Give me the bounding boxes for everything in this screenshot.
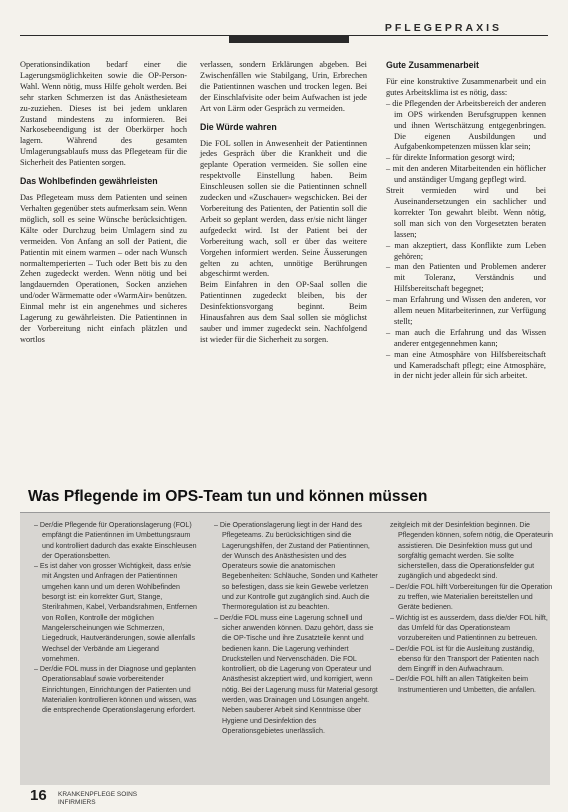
paragraph: Das Pflegeteam muss dem Patienten und seinen Verhalten gegenüber stets aufmerksam sein. Wenn möglich, soll es seine Wünsche berücksichtigen. Kälte oder Durchzug beim Umlagern sind zu vermeiden. Von Anfang an soll der Patient, die Patientin mit einem warmen – oder nach Wunsch normaltemperierten – Tuch oder Bett bis zu den Zehen zugedeckt werden. Wenn nötig und bei langdauernden Operationen, Socken anziehen und/oder Wärmematte oder «WarmAir» benützen. Einmal mehr ist ein angenehmes und sicheres Lagerung zu gewährleisten. Die Patientinnen in der Vorbereitung nicht einfach plätzlen und wortlos bbox=[20, 193, 187, 344]
list-item: – man den Patienten und Problemen anderer mit Toleranz, Verständnis und Hilfsbereitschaft begegnet; bbox=[386, 262, 546, 294]
paragraph: verlassen, sondern Erklärungen abgeben. Bei Zwischenfällen wie Stabilgang, Urin, Erbrechen die Patientinnen waschen und trocken legen. Bei der Einschlafvisite oder beim Aufwachen ist jede Art von Lärm oder Gespräch zu vermeiden. bbox=[200, 60, 367, 113]
list-item: – die Pflegenden der Arbeitsbereich der anderen im OPS wirkenden Berufsgruppen kennen und ihnen Wertschätzung entgegenbringen. Die eigenen Ausbildungen und Aufgabenkompetenzen müssen klar sein; bbox=[386, 98, 546, 152]
column-1 bbox=[20, 60, 187, 346]
page-header bbox=[0, 0, 568, 40]
list-item: zeitgleich mit der Desinfektion beginnen. Die Pflegenden können, sofern nötig, die Operateurin assistieren. Die Desinfektion muss gut und sorgfältig gemacht werden. Sie sollte sicherstellen, dass die Operationsfelder gut zugänglich und abgedeckt sind. bbox=[390, 521, 553, 581]
list-item: – man Erfahrung und Wissen den anderen, vor allem neuen Mitarbeiterinnen, zur Verfügung stellt; bbox=[386, 295, 546, 326]
page-number: 16 bbox=[30, 787, 47, 804]
list-item: – Der/die FOL hilft Vorbereitungen für die Operation zu treffen, wie Materialien bereitstellen und Geräte bedienen. bbox=[390, 582, 553, 612]
paragraph: Beim Einfahren in den OP-Saal sollen die Patientinnen zugedeckt bleiben, bis der Desinfektionsvorgang beginnt. Beim Hinausfahren aus dem Saal sollen sie möglichst sauber und immer zugedeckt sein. Nachfolgend ist wieder für die Sicherheit zu sorgen. bbox=[200, 280, 367, 344]
info-box bbox=[20, 512, 553, 785]
list-item: – man akzeptiert, dass Konflikte zum Leben gehören; bbox=[386, 240, 546, 261]
list-item: – man auch die Erfahrung und das Wissen anderer entgegennehmen kann; bbox=[386, 327, 546, 348]
list-item: – Wichtig ist es ausserdem, dass die/der FOL hilft, das Umfeld für das Operationsteam vorzubereiten und Patientinnen zu betreuen. bbox=[390, 613, 548, 643]
subheading-wuerde: Die Würde wahren bbox=[200, 121, 277, 132]
box-column-2 bbox=[214, 520, 378, 736]
list-item: – Der/die FOL muss in der Diagnose und geplanten Operationsablauf sowie vorbereitender Einrichtungen, Einrichtungen der Patienten und Materialien kontrollieren können und wissen, was die entsprechende Operationslagerung erfordert. bbox=[34, 665, 197, 715]
box-column-3 bbox=[390, 520, 554, 695]
header-tab-bar bbox=[229, 36, 349, 43]
section-title: PFLEGEPRAXIS bbox=[384, 22, 502, 34]
column-2 bbox=[200, 60, 367, 346]
paragraph: Die FOL sollen in Anwesenheit der Patientinnen jedes Gespräch über die Krankheit und die geplante Operation vermeiden. Sie sollen eine respektvolle Einstellung haben. Beim Einschleusen sollen sie die Patientinnen schnell zudecken und «Zuschauer» wegschicken. Bei der Vorbereitung des Patienten, der Patientin soll die Arbeit so geplant werden, dass er/sie nicht länger aufgedeckt wird. Ist der Patient bei der Vorbereitung wach, soll er über das weitere Vorgehen informiert werden. Seine Äusserungen gelten zu achten, unnötige Berührungen abgeschirmt werden. bbox=[200, 138, 367, 279]
box-list bbox=[390, 520, 554, 695]
list-item: – für direkte Information gesorgt wird; bbox=[386, 153, 515, 163]
magazine-name: KRANKENPFLEGE SOINS INFIRMIERS bbox=[58, 791, 138, 806]
bullet-list bbox=[386, 99, 546, 383]
list-item: – Die Operationslagerung liegt in der Hand des Pflegeteams. Zu berücksichtigen sind die Lagerungshilfen, der Zustand der Patientinnen, der Wunsch des Anästhesisten und des Operateurs sowie die anatomischen Begebenheiten: Schläuche, Sonden und Katheter so befestigen, dass sie kein Gewebe verletzen und zur Kontrolle gut zugänglich sind. Auch die Thermoregulation ist zu beachten. bbox=[214, 521, 378, 612]
list-item: – man eine Atmosphäre von Hilfsbereitschaft und Kameradschaft pflegt; eine Atmosphäre, in der nicht jeder allein für sich arbeitet. bbox=[386, 349, 546, 381]
subheading-zusammenarbeit: Gute Zusammenarbeit bbox=[386, 60, 479, 70]
paragraph: Operationsindikation bedarf einer die Lagerungsmöglichkeiten sowie die OP-Person-Wahl. Wenn nötig, muss Hilfe geholt werden. Bei sehr starken Schmerzen ist das Anästhesieteam zu-zuziehen. Dieses ist bei jedem unklaren Zustand mindestens zu informieren. Bei Narkosebeendigung ist der Oberkörper hoch lagern. Während des gesamten Umlagerungsablaufs muss das Pflegeteam für die Sicherheit des Patienten sorgen. bbox=[20, 60, 187, 168]
list-item: – mit den anderen Mitarbeitenden ein höflicher und anständiger Umgang gepflegt wird. bbox=[386, 164, 546, 185]
paragraph: Für eine konstruktive Zusammenarbeit und ein gutes Arbeitsklima ist es nötig, dass: bbox=[386, 77, 546, 97]
box-column-1 bbox=[34, 520, 198, 716]
article-body bbox=[20, 60, 550, 480]
list-item: – Der/die FOL hilft an allen Tätigkeiten beim Instrumentieren und Umbetten, die anfallen. bbox=[390, 675, 537, 694]
list-item: – Der/die FOL muss eine Lagerung schnell und sicher anwenden können. Dazu gehört, dass sie die OP-Tische und ihre Zusatzteile kennt und bedienen kann. Die Lagerung verhindert Druckstellen und Nervenschäden. Die FOL kontrolliert, ob die Lagerung von Operateur und Anästhesist akzeptiert wird, und korrigiert, wenn nötig. Bei der Lagerung muss für Material gesorgt werden, was Drainagen und Lösungen angeht. Neben sauberer Arbeit sind Kenntnisse über Hygiene und Desinfektion des Operationsgebietes unerlässlich. bbox=[214, 613, 378, 735]
column-3 bbox=[386, 60, 546, 382]
box-list bbox=[214, 520, 378, 736]
box-headline: Was Pflegende im OPS-Team tun und können müssen bbox=[28, 488, 428, 505]
list-item: – Der/die Pflegende für Operationslagerung (FOL) empfängt die Patientinnen im Umbettungsraum und kontrolliert dadurch das exakte Einschleusen der Operationsbetten. bbox=[34, 521, 197, 560]
box-list bbox=[34, 520, 198, 716]
list-item: Streit vermieden wird und bei Auseinandersetzungen ein sachlicher und korrekter Ton gewahrt bleibt. Wenn nötig, soll man sich von den Vorgesetzten beraten lassen; bbox=[386, 186, 546, 239]
subheading-wohlbefinden: Das Wohlbefinden gewährleisten bbox=[20, 176, 158, 187]
list-item: – Es ist daher von grosser Wichtigkeit, dass er/sie mit Ängsten und Anfragen der Patientinnen umgehen kann und um deren Wohlbefinden besorgt ist: ein korrekter Gurt, Stange, Sterilrahmen, Kabel, Verbandsrahmen, Entfernen von Rollen, Kontrolle der möglichen Mangelerscheinungen wie Schmerzen, Liegedruck, Hautveränderungen, sowie allenfalls Wechsel der Verbände am Liegerand vornehmen. bbox=[34, 562, 197, 663]
list-item: – Der/die FOL ist für die Ausleitung zuständig, ebenso für den Transport der Patienten nach dem Eingriff in den Aufwachraum. bbox=[390, 644, 539, 674]
